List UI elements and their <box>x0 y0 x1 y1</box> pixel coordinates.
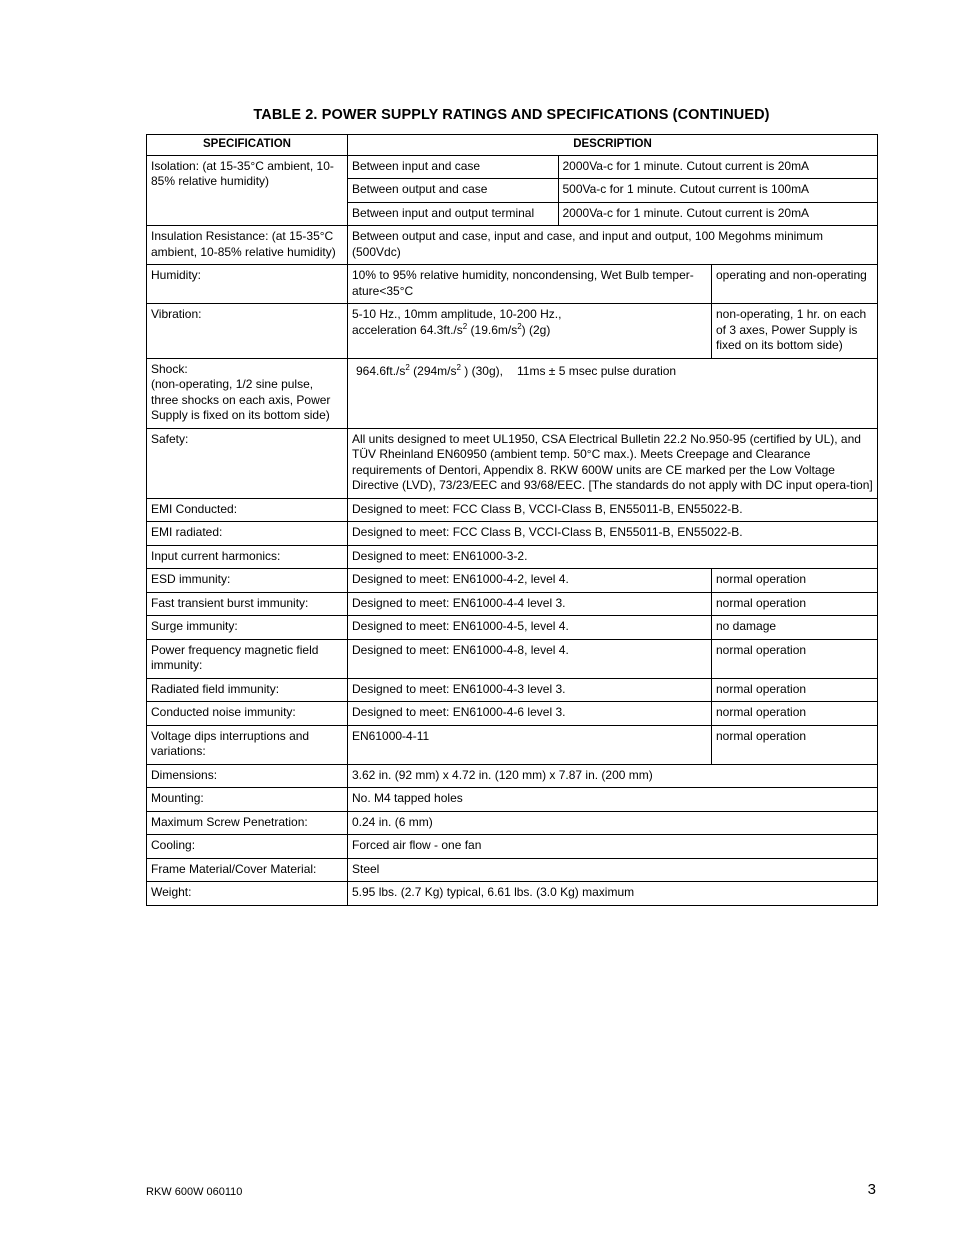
isolation-value: 500Va-c for 1 minute. Cutout current is 100mA <box>558 179 877 203</box>
shock-label-detail: (non-operating, 1/2 sine pulse, three shocks on each axis, Power Supply is fixed on its bottom side) <box>151 377 331 422</box>
table-row <box>147 265 878 304</box>
spec-note: normal operation <box>712 725 878 764</box>
spec-value: Steel <box>348 858 878 882</box>
spec-label: Cooling: <box>147 835 348 859</box>
superscript: 2 <box>456 362 461 372</box>
spec-label: Surge immunity: <box>147 616 348 640</box>
table-row <box>147 764 878 788</box>
spec-value: Designed to meet: EN61000-4-4 level 3. <box>348 592 712 616</box>
spec-label: Mounting: <box>147 788 348 812</box>
spec-value: 5.95 lbs. (2.7 Kg) typical, 6.61 lbs. (3.0 Kg) maximum <box>348 882 878 906</box>
table-row <box>147 835 878 859</box>
spec-value: 0.24 in. (6 mm) <box>348 811 878 835</box>
table-row <box>348 179 877 203</box>
spec-value <box>348 304 712 359</box>
specifications-table <box>146 134 878 906</box>
spec-value: Between output and case, input and case, and input and output, 100 Megohms minimum (500Vdc) <box>348 226 878 265</box>
vibration-accel-suffix: ) (2g) <box>521 322 551 337</box>
spec-note: normal operation <box>712 702 878 726</box>
spec-value: Designed to meet: EN61000-4-8, level 4. <box>348 639 712 678</box>
spec-note: normal operation <box>712 639 878 678</box>
spec-label: Input current harmonics: <box>147 545 348 569</box>
table-row <box>147 522 878 546</box>
superscript: 2 <box>405 362 410 372</box>
spec-label: Weight: <box>147 882 348 906</box>
spec-label: Power frequency magnetic field immunity: <box>147 639 348 678</box>
header-specification: SPECIFICATION <box>147 135 348 156</box>
spec-label <box>147 358 348 428</box>
spec-label: Dimensions: <box>147 764 348 788</box>
table-row <box>147 639 878 678</box>
isolation-value: 2000Va-c for 1 minute. Cutout current is 20mA <box>558 156 877 179</box>
spec-value: Designed to meet: FCC Class B, VCCI-Class B, EN55011-B, EN55022-B. <box>348 522 878 546</box>
isolation-path: Between input and output terminal <box>348 202 558 225</box>
isolation-subtable-cell <box>348 155 878 226</box>
spec-value: Designed to meet: EN61000-4-3 level 3. <box>348 678 712 702</box>
table-row <box>147 592 878 616</box>
vibration-accel-prefix: acceleration 64.3ft./s <box>352 322 463 337</box>
table-row <box>147 616 878 640</box>
spec-value: 10% to 95% relative humidity, noncondensing, Wet Bulb temper-ature<35°C <box>348 265 712 304</box>
isolation-subtable <box>348 156 877 226</box>
spec-value: Designed to meet: EN61000-4-6 level 3. <box>348 702 712 726</box>
table-row <box>147 428 878 498</box>
spec-label: Voltage dips interruptions and variations: <box>147 725 348 764</box>
spec-note: normal operation <box>712 678 878 702</box>
table-row <box>147 545 878 569</box>
spec-value: Forced air flow - one fan <box>348 835 878 859</box>
table-row <box>147 788 878 812</box>
spec-label: EMI Conducted: <box>147 498 348 522</box>
table-row <box>147 226 878 265</box>
spec-label: Humidity: <box>147 265 348 304</box>
spec-label: Maximum Screw Penetration: <box>147 811 348 835</box>
spec-value: Designed to meet: EN61000-4-5, level 4. <box>348 616 712 640</box>
shock-v2: (294m/s <box>409 363 457 378</box>
spec-note: non-operating, 1 hr. on each of 3 axes, Power Supply is fixed on its bottom side) <box>712 304 878 359</box>
table-row <box>147 569 878 593</box>
table-row <box>147 811 878 835</box>
spec-label: Conducted noise immunity: <box>147 702 348 726</box>
isolation-value: 2000Va-c for 1 minute. Cutout current is 20mA <box>558 202 877 225</box>
spec-label: Isolation: (at 15-35°C ambient, 10-85% relative humidity) <box>147 155 348 226</box>
shock-duration: 11ms ± 5 msec pulse duration <box>516 363 677 378</box>
superscript: 2 <box>517 321 522 331</box>
spec-label: Frame Material/Cover Material: <box>147 858 348 882</box>
page-number: 3 <box>867 1181 876 1198</box>
spec-note: normal operation <box>712 592 878 616</box>
spec-value: Designed to meet: EN61000-3-2. <box>348 545 878 569</box>
table-row <box>348 202 877 225</box>
table-row <box>147 678 878 702</box>
table-title: TABLE 2. POWER SUPPLY RATINGS AND SPECIFICATIONS (CONTINUED) <box>253 107 770 123</box>
shock-v3: ) (30g), <box>460 363 503 378</box>
shock-label: Shock: <box>151 361 188 376</box>
table-row <box>147 498 878 522</box>
spec-label: Vibration: <box>147 304 348 359</box>
table-row <box>147 358 878 428</box>
vibration-line1: 5-10 Hz., 10mm amplitude, 10-200 Hz., <box>352 307 562 321</box>
spec-note: operating and non-operating <box>712 265 878 304</box>
footer-doc-id: RKW 600W 060110 <box>146 1186 243 1198</box>
table-row <box>147 304 878 359</box>
table-row <box>147 858 878 882</box>
table-row <box>348 156 877 179</box>
shock-v1: 964.6ft./s <box>356 363 406 378</box>
spec-label: Radiated field immunity: <box>147 678 348 702</box>
spec-value: EN61000-4-11 <box>348 725 712 764</box>
spec-note: no damage <box>712 616 878 640</box>
table-row <box>147 155 878 226</box>
table-row <box>147 882 878 906</box>
header-description: DESCRIPTION <box>348 135 878 156</box>
isolation-path: Between output and case <box>348 179 558 203</box>
table-row <box>147 702 878 726</box>
spec-label: Safety: <box>147 428 348 498</box>
spec-value <box>348 358 878 428</box>
spec-value: Designed to meet: EN61000-4-2, level 4. <box>348 569 712 593</box>
spec-label: Fast transient burst immunity: <box>147 592 348 616</box>
spec-label: EMI radiated: <box>147 522 348 546</box>
spec-note: normal operation <box>712 569 878 593</box>
header-row <box>147 135 878 156</box>
spec-label: Insulation Resistance: (at 15-35°C ambient, 10-85% relative humidity) <box>147 226 348 265</box>
isolation-path: Between input and case <box>348 156 558 179</box>
spec-value: All units designed to meet UL1950, CSA Electrical Bulletin 22.2 No.950-95 (certified by UL), and TÜV Rheinland EN60950 (ambient temp. 50°C max.). Meets Creepage and Clearance requirements of Dentori, Appendix 8. RKW 600W units are CE marked per the Low Voltage Directive (LVD), 73/23/EEC and 93/68/EEC. [The standards do not apply with DC input opera-tion] <box>348 428 878 498</box>
table-row <box>147 725 878 764</box>
vibration-accel-mid: (19.6m/s <box>467 322 518 337</box>
superscript: 2 <box>462 321 468 331</box>
spec-value: 3.62 in. (92 mm) x 4.72 in. (120 mm) x 7.87 in. (200 mm) <box>348 764 878 788</box>
spec-value: No. M4 tapped holes <box>348 788 878 812</box>
spec-value: Designed to meet: FCC Class B, VCCI-Class B, EN55011-B, EN55022-B. <box>348 498 878 522</box>
spec-label: ESD immunity: <box>147 569 348 593</box>
